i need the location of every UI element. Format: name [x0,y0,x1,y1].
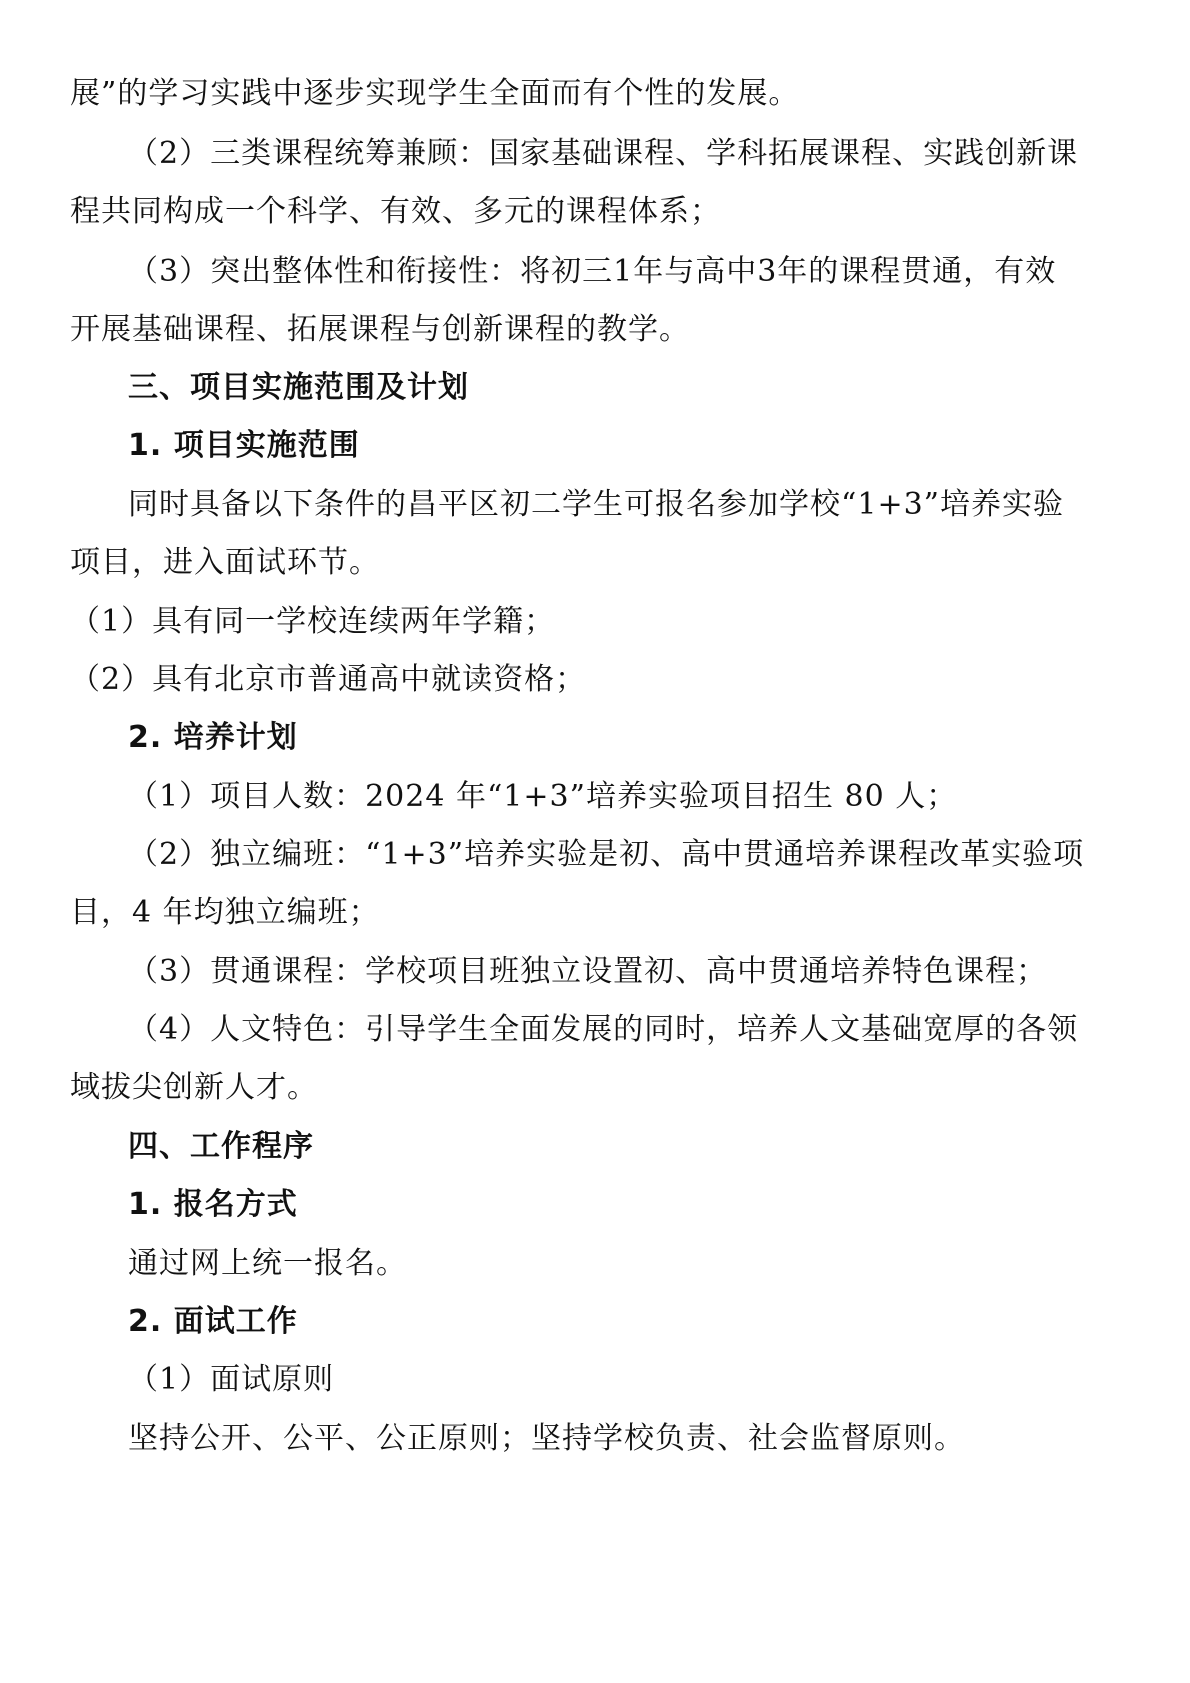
paragraph-line: 目，4 年均独立编班； [70,895,380,930]
paragraph-line-justified: 同 时 具 备 以 下 条 件 的 昌 平 区 初 二 学 生 可 报 名 参 加 学 校 “ 1 + 3 ” 培 养 实 验 [128,487,1065,522]
subsection-heading: 1. 项目实施范围 [128,428,360,463]
subsection-heading: 2. 面试工作 [128,1304,298,1339]
paragraph-line-justified: （ 4 ） 人 文 特 色 ： 引 导 学 生 全 面 发 展 的 同 时 ， 培 养 人 文 基 础 宽 厚 的 各 领 [128,1012,1079,1047]
paragraph-line: 通过网上统一报名。 [128,1246,407,1281]
list-item: （2）具有北京市普通高中就读资格； [70,662,587,697]
paragraph-line-justified: （ 2 ） 独 立 编 班 ： “ 1 + 3 ” 培 养 实 验 是 初 、 高 中 贯 通 培 养 课 程 改 革 实 验 项 [128,837,1085,872]
list-item: （1）面试原则 [128,1362,335,1397]
paragraph-line-justified: （ 2 ） 三 类 课 程 统 筹 兼 顾 ： 国 家 基 础 课 程 、 学 科 拓 展 课 程 、 实 践 创 新 课 [128,136,1079,171]
section-heading: 三、项目实施范围及计划 [128,370,469,405]
paragraph-line: 坚持公开、公平、公正原则；坚持学校负责、社会监督原则。 [128,1421,965,1456]
subsection-heading: 2. 培养计划 [128,720,298,755]
paragraph-line: 展”的学习实践中逐步实现学生全面而有个性的发展。 [70,76,800,111]
list-item: （1）具有同一学校连续两年学籍； [70,604,556,639]
list-item: （1）项目人数：2024 年“1+3”培养实验项目招生 80 人； [128,779,958,814]
paragraph-line: 项目，进入面试环节。 [70,545,380,580]
section-heading: 四、工作程序 [128,1129,314,1164]
paragraph-line: 开展基础课程、拓展课程与创新课程的教学。 [70,312,690,347]
list-item: （3）贯通课程：学校项目班独立设置初、高中贯通培养特色课程； [128,954,1048,989]
paragraph-line: 域拔尖创新人才。 [70,1070,318,1105]
paragraph-line: 程共同构成一个科学、有效、多元的课程体系； [70,194,721,229]
subsection-heading: 1. 报名方式 [128,1187,298,1222]
paragraph-line-justified: （ 3 ） 突 出 整 体 性 和 衔 接 性 ： 将 初 三 1 年 与 高 中 3 年 的 课 程 贯 通 ， 有 效 [128,254,1057,289]
